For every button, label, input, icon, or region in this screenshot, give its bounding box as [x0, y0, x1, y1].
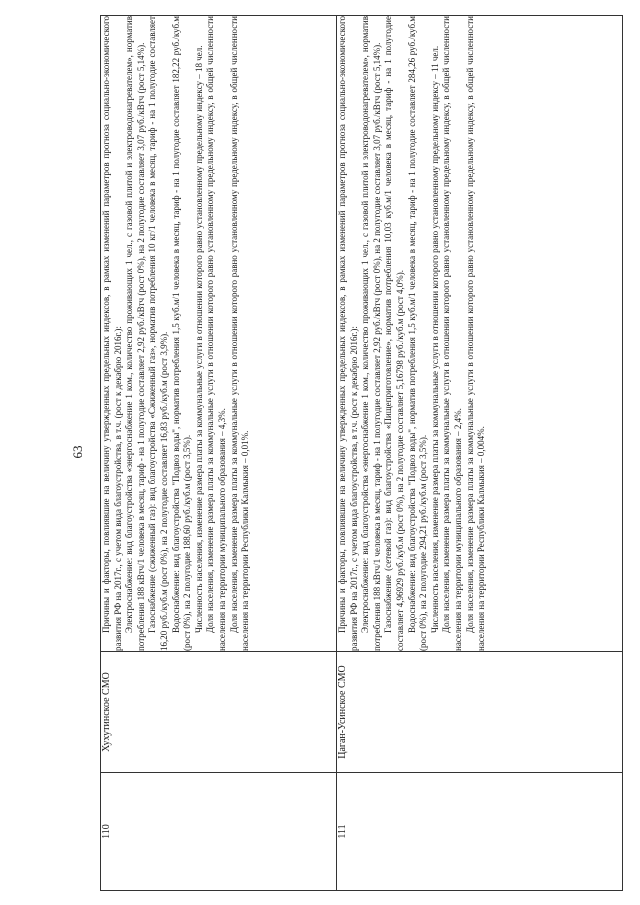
paragraph-population: Численность населения, изменение размера платы за коммунальные услуги в отношении которого равно установленному предельному индексу – 18 чел. — [193, 45, 204, 633]
paragraph-water: Водоснабжение: вид благоустройства "Подвоз воды", норматив потребления 1,5 куб.м/1 человека в месяц, тариф - на 1 полугодие составляет 284,26 руб./куб.м (рост 0%), на 2 полугодие 294,21 руб./куб.м (рост 3,5%). — [406, 16, 429, 651]
settlement-name-cell: Цаган-Усинское СМО — [337, 652, 623, 773]
description-cell — [101, 16, 337, 652]
paragraph-factors: Причины и факторы, повлиявшие на величину утвержденных предельных индексов, в рамках изменений параметров прогноза социально-экономического развития РФ на 2017г., с учетом вида благоустройства, в т.ч. (рост к декабрю 2016г.): — [101, 16, 123, 651]
paragraph-population: Численность населения, изменение размера платы за коммунальные услуги в отношении которого равно установленному предельному индексу – 11 чел. — [429, 45, 440, 633]
paragraph-share-municipal: Доля населения, изменение размера платы за коммунальные услуги в отношении которого равно установленному предельному индексу, в общей численности населения на территории муниципального образования – 2,4%. — [441, 16, 463, 651]
settlements-table — [100, 15, 623, 891]
paragraph-electricity: Электроснабжение: вид благоустройства «энергоснабжение 1 ком., количество проживающих 1 чел., с газовой плитой и электроводонагревателем», норматив потребления 188 кВтч/1 человека в месяц, тариф - на 1 полугодие составляет 2,92 руб./кВтч (рост 0%), на 2 полугодие составляет 3,07 руб./кВтч (рост 5,14%). — [124, 16, 146, 651]
paragraph-gas: Газоснабжение (сетевой газ): вид благоустройства «Пищеприготовление», норматив потребления 10,03 куб.м/1 человека в месяц, тариф - на 1 полугодие составляет 4,96929 руб./куб.м (рост 0%), на 2 полугодие составляет 5,16798 руб./куб.м (рост 4,0%). — [383, 16, 405, 651]
table-row — [337, 16, 623, 891]
row-number-cell: 111 — [337, 773, 623, 891]
paragraph-electricity: Электроснабжение: вид благоустройства «энергоснабжение 1 ком., количество проживающих 1 чел., с газовой плитой и электроводонагревателем», норматив потребления 188 кВтч/1 человека в месяц, тариф - на 1 полугодие составляет 2,92 руб./кВтч (рост 0%), на 2 полугодие составляет 3,07 руб./кВтч (рост 5,14%). — [360, 16, 382, 651]
paragraph-water: Водоснабжение: вид благоустройства "Подвоз воды", норматив потребления 1,5 куб.м/1 человека в месяц, тариф - на 1 полугодие составляет 182,22 руб./куб.м (рост 0%), на 2 полугодие 188,60 руб./куб.м (рост 3,5%). — [170, 16, 193, 651]
paragraph-share-municipal: Доля населения, изменение размера платы за коммунальные услуги в отношении которого равно установленному предельному индексу, в общей численности населения на территории муниципального образования – 4,3%. — [205, 16, 227, 651]
page-number: 63 — [70, 445, 85, 459]
paragraph-factors: Причины и факторы, повлиявшие на величину утвержденных предельных индексов, в рамках изменений параметров прогноза социально-экономического развития РФ на 2017г., с учетом вида благоустройства, в т.ч. (рост к декабрю 2016г.): — [337, 16, 359, 651]
row-number-cell: 110 — [101, 773, 337, 891]
paragraph-share-republic: Доля населения, изменение размера платы за коммунальные услуги в отношении которого равно установленному предельному индексу, в общей численности населения на территории Республики Калмыкия – 0,004%. — [464, 16, 487, 651]
settlement-name-cell: Хухутинское СМО — [101, 652, 337, 773]
table-row — [101, 16, 337, 891]
paragraph-gas: Газоснабжение (сжиженный газ): вид благоустройства «Сжиженный газ», норматив потребления 10 кг/1 человека в месяц, тариф - на 1 полугодие составляет 16,20 руб./куб.м (рост 0%), на 2 полугодие составляет 16,83 руб./куб.м (рост 3,9%). — [147, 16, 169, 651]
description-cell — [337, 16, 623, 652]
paragraph-share-republic: Доля населения, изменение размера платы за коммунальные услуги в отношении которого равно установленному предельному индексу, в общей численности населения на территории Республики Калмыкия – 0,01%. — [228, 16, 251, 651]
